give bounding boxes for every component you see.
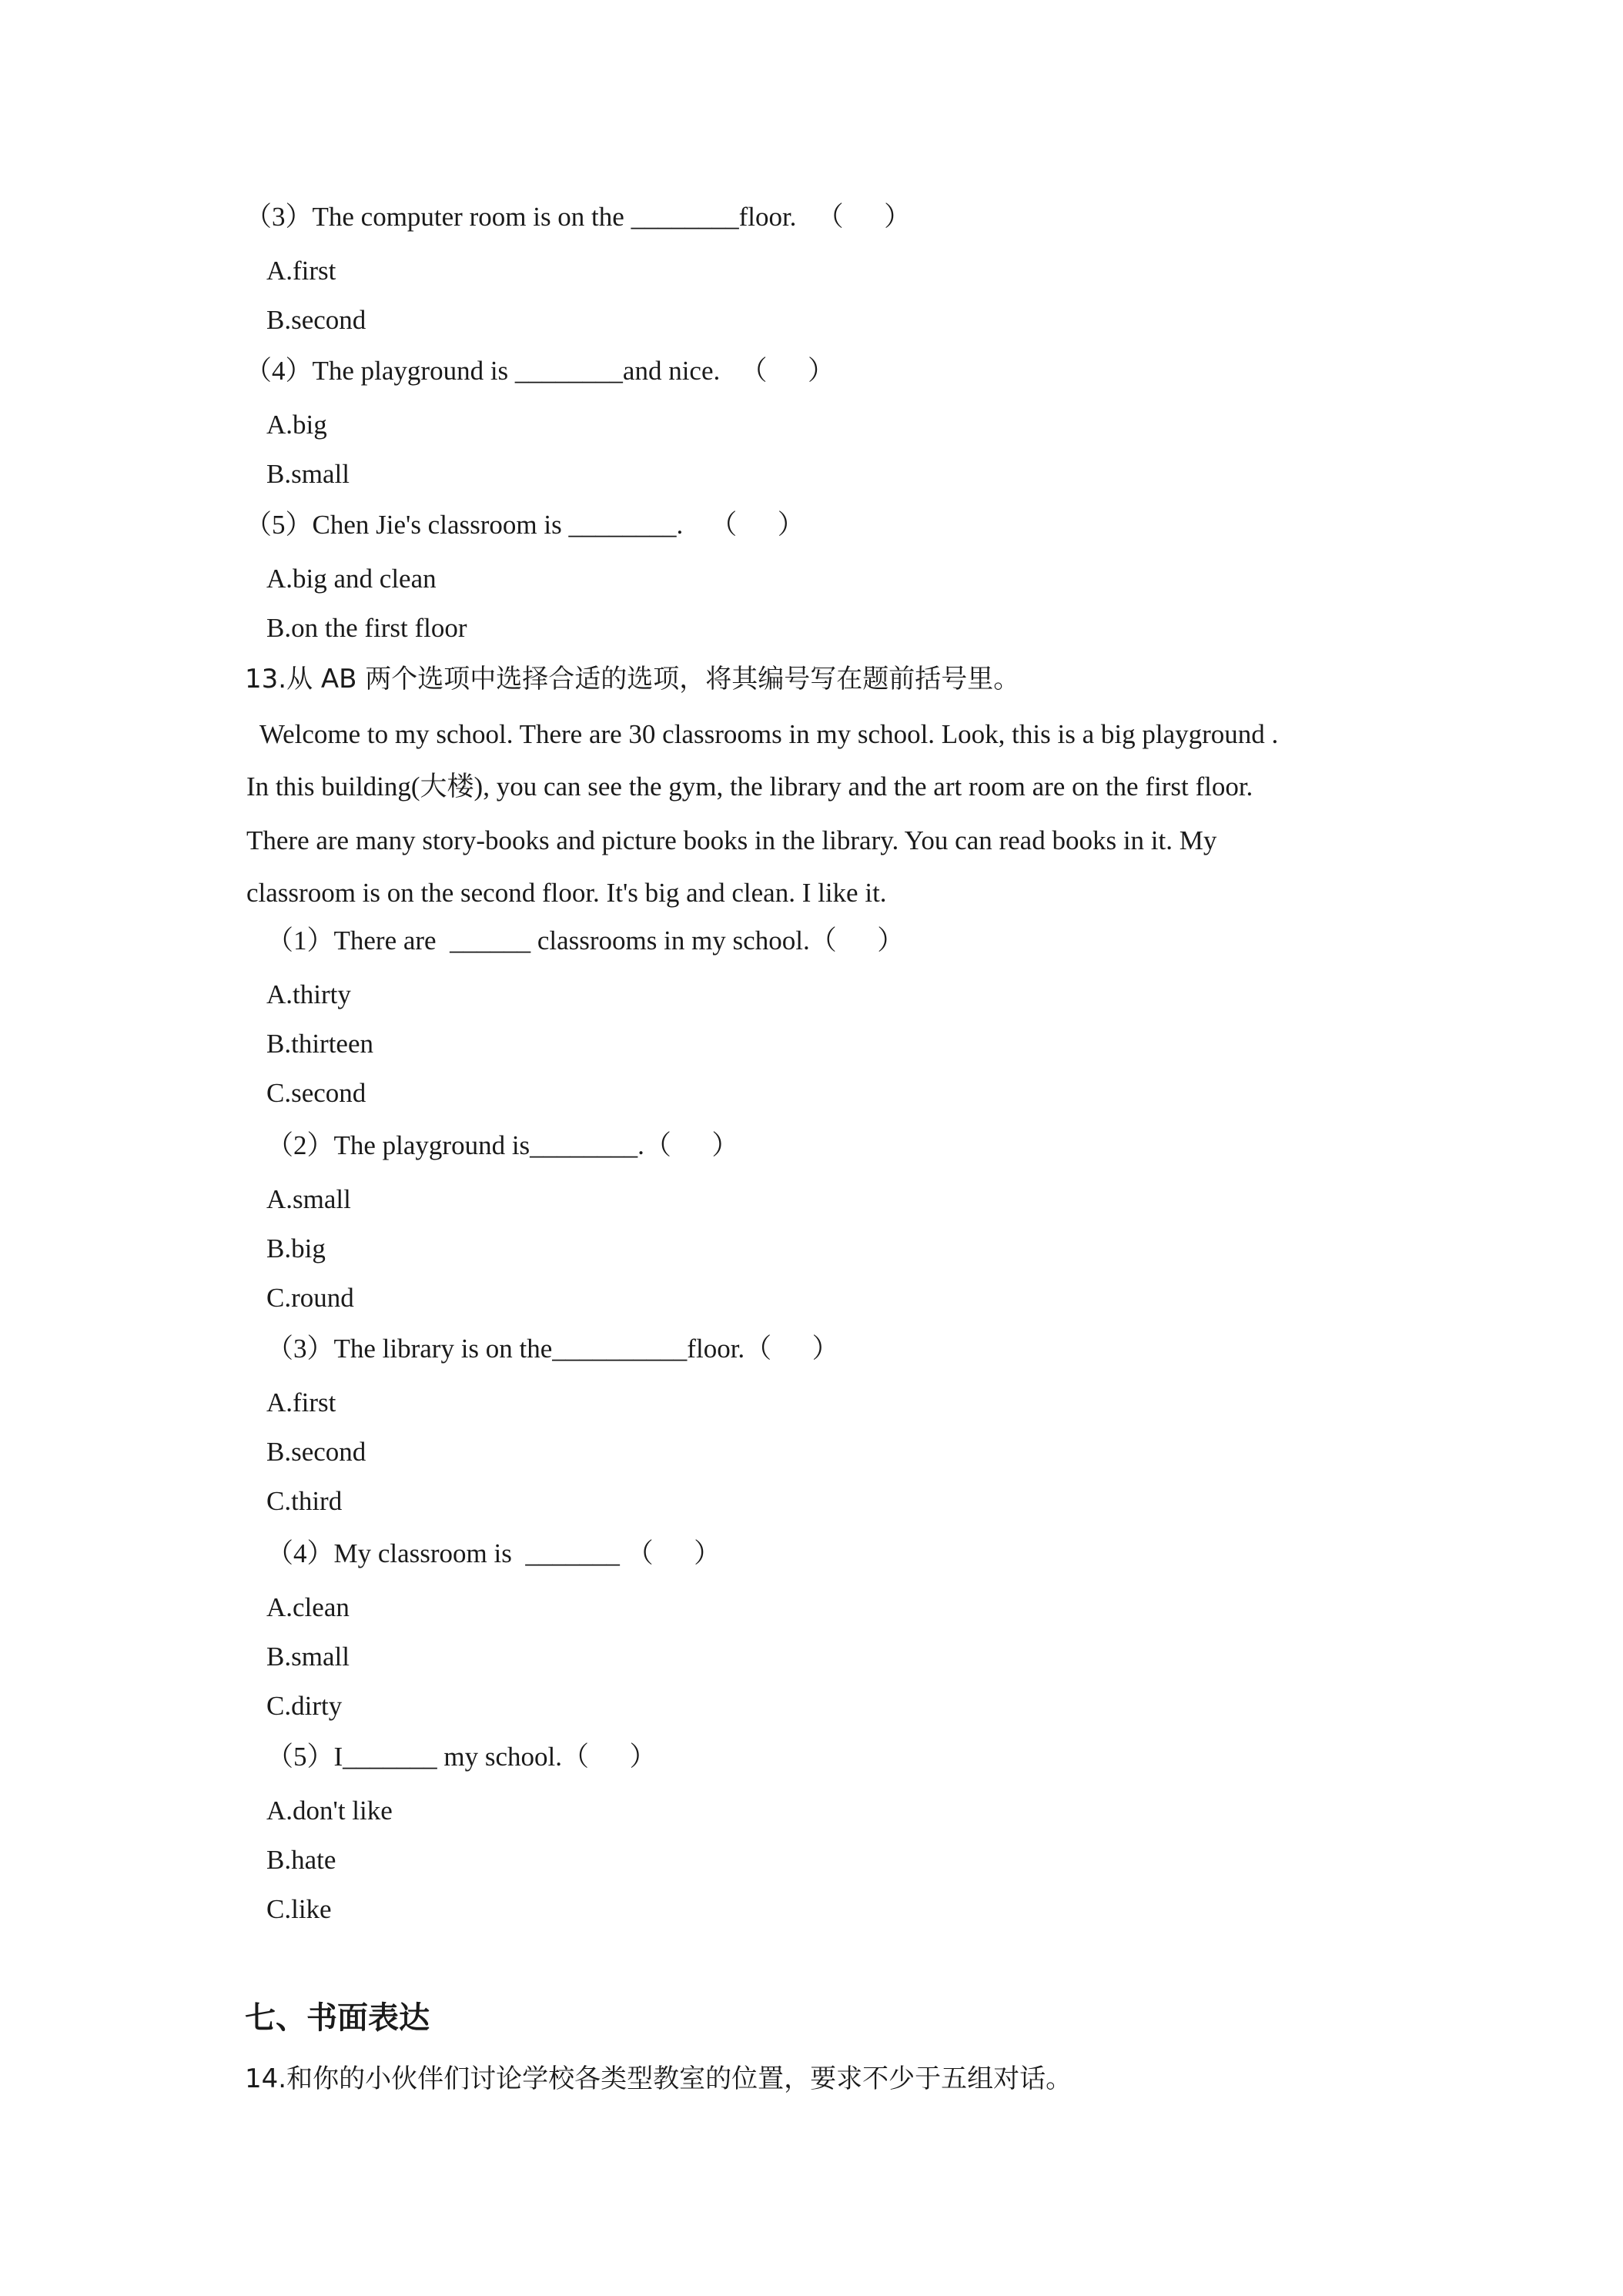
option: A.small <box>266 1184 351 1214</box>
question-stem: （2）The playground is________.（ ） <box>266 1130 739 1160</box>
option: B.small <box>266 1642 350 1672</box>
option: A.don't like <box>266 1796 393 1826</box>
option: B.small <box>266 459 350 489</box>
passage-line: In this building(大楼), you can see the gym, the library and the art room are on the first floor. <box>246 771 1253 802</box>
option: A.clean <box>266 1592 350 1622</box>
question-stem: （5）Chen Jie's classroom is ________. （ ） <box>245 510 805 540</box>
passage-line: classroom is on the second floor. It's big and clean. I like it. <box>246 878 887 908</box>
option: C.like <box>266 1894 332 1924</box>
option: B.hate <box>266 1845 336 1875</box>
question-stem: （4）The playground is ________and nice. （ ） <box>245 356 835 386</box>
option: C.round <box>266 1283 354 1313</box>
question-stem: （1）There are ______ classrooms in my school.（ ） <box>266 925 905 956</box>
question-stem: （3）The computer room is on the ________floor. （ ） <box>245 202 912 232</box>
option: C.third <box>266 1486 343 1516</box>
option: A.big and clean <box>266 564 437 594</box>
section-heading: 七、书面表达 <box>245 2000 430 2036</box>
question-14: 14.和你的小伙伴们讨论学校各类型教室的位置，要求不少于五组对话。 <box>245 2063 1073 2094</box>
option: B.big <box>266 1233 326 1263</box>
question-13-instruction: 13.从 AB 两个选项中选择合适的选项，将其编号写在题前括号里。 <box>245 664 1020 694</box>
option: C.dirty <box>266 1691 343 1721</box>
option: B.second <box>266 1437 366 1467</box>
option: B.thirteen <box>266 1029 373 1059</box>
option: B.on the first floor <box>266 613 467 643</box>
option: C.second <box>266 1078 366 1108</box>
question-stem: （3）The library is on the__________floor.（ ） <box>266 1334 839 1364</box>
option: A.first <box>266 1387 336 1417</box>
passage-line: Welcome to my school. There are 30 classrooms in my school. Look, this is a big playground . <box>246 719 1279 749</box>
option: A.big <box>266 410 327 440</box>
option: A.thirty <box>266 979 351 1009</box>
option: A.first <box>266 256 336 286</box>
question-stem: （5）I_______ my school.（ ） <box>266 1742 657 1772</box>
option: B.second <box>266 305 366 335</box>
question-stem: （4）My classroom is _______ （ ） <box>266 1538 721 1568</box>
passage-line: There are many story-books and picture books in the library. You can read books in it. My <box>246 825 1217 855</box>
